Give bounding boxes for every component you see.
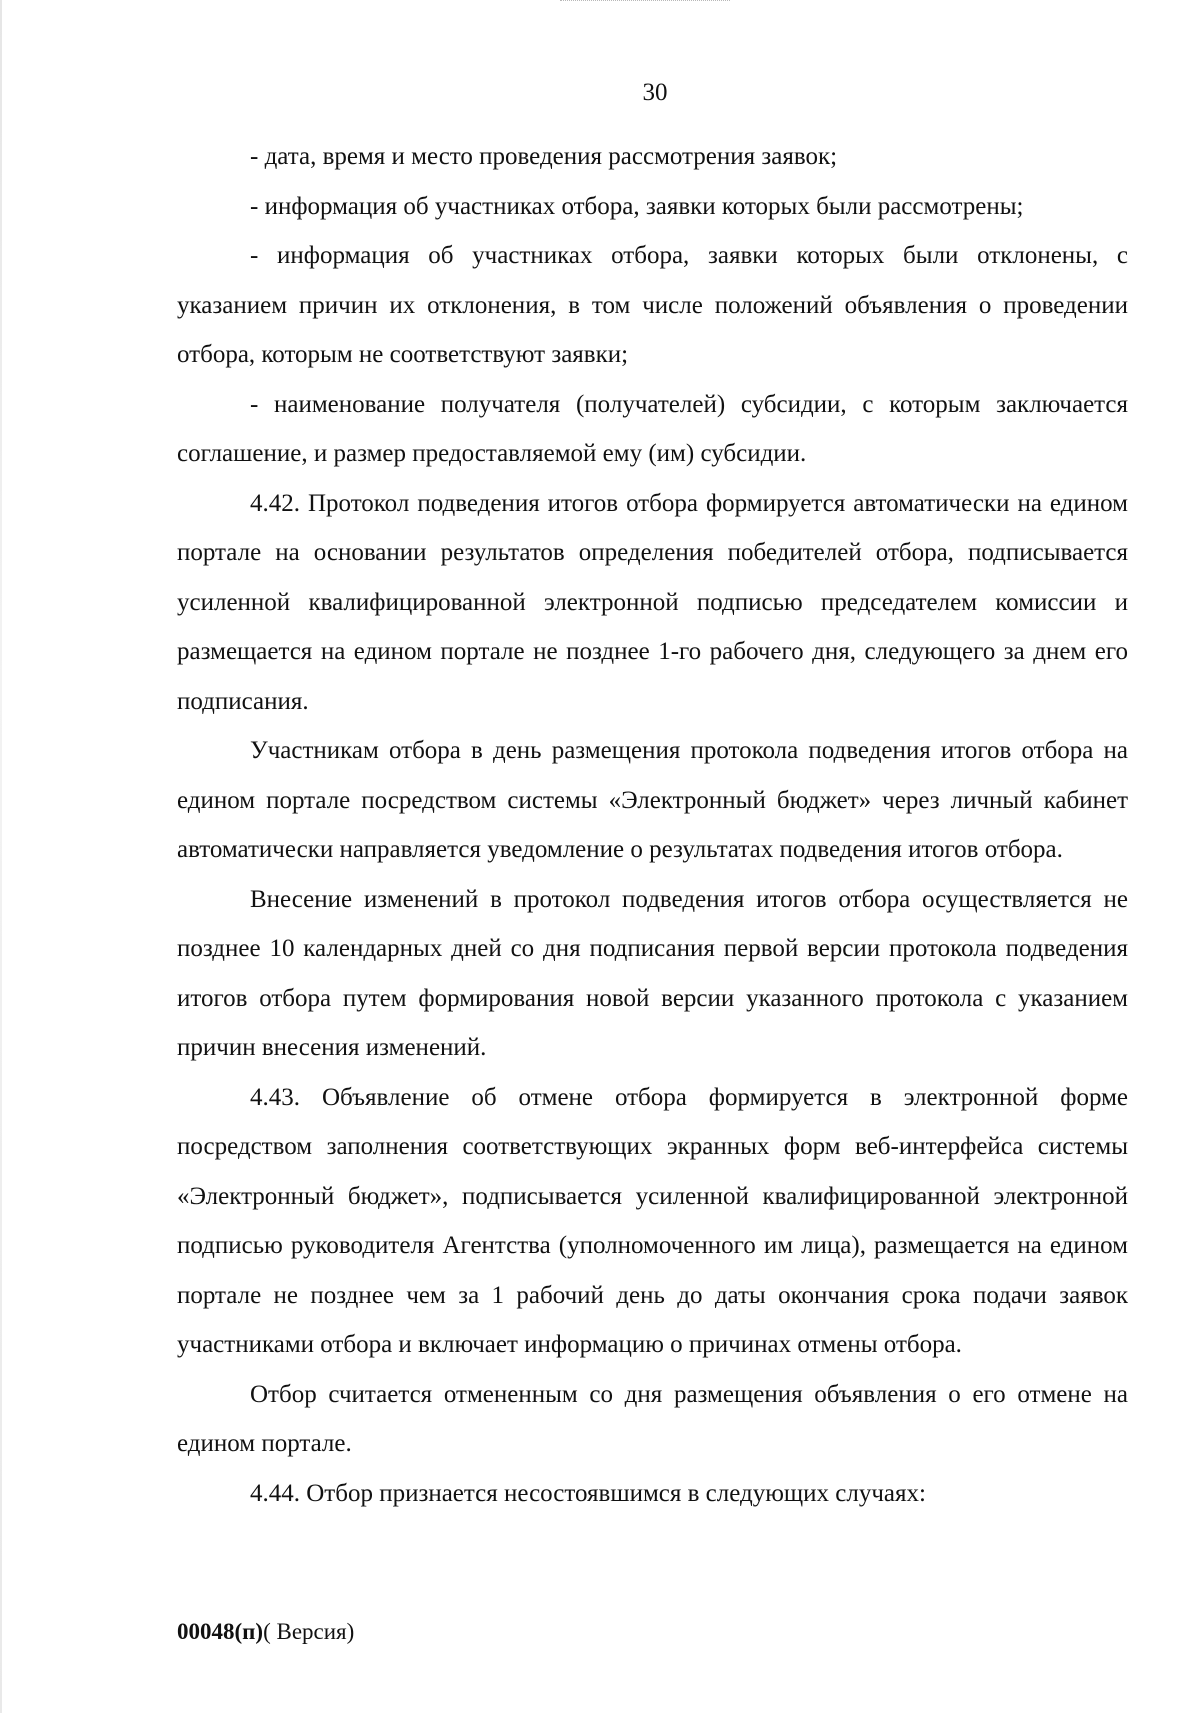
paragraph-4-42: 4.42. Протокол подведения итогов отбора формируется автоматически на едином портале на основании результатов определения победителей отбора, подписывается усиленной квалифицированной электронной подписью председателем комиссии и размещается на едином портале не позднее 1-го рабочего дня, следующего за днем его подписания. bbox=[177, 489, 1128, 715]
scan-edge bbox=[0, 0, 2, 1713]
paragraph-cancellation: Отбор считается отмененным со дня размещения объявления о его отмене на едином портале. bbox=[177, 1380, 1128, 1457]
paragraph-4-44: 4.44. Отбор признается несостоявшимся в следующих случаях: bbox=[250, 1479, 926, 1507]
scan-marks bbox=[560, 0, 730, 5]
page-number: 30 bbox=[642, 79, 668, 106]
document-version: ( Версия) bbox=[263, 1619, 355, 1644]
paragraph-rejected-participants: - информация об участниках отбора, заявки которых были отклонены, с указанием причин их отклонения, в том числе положений объявления о проведении отбора, которым не соответствуют заявки; bbox=[177, 242, 1128, 368]
document-footer bbox=[177, 1620, 354, 1643]
document-code: 00048(п) bbox=[177, 1619, 264, 1644]
document-body bbox=[177, 132, 1128, 1518]
paragraph-recipient-name: - наименование получателя (получателей) субсидии, с которым заключается соглашение, и размер предоставляемой ему (им) субсидии. bbox=[177, 390, 1128, 467]
paragraph-review-date: - дата, время и место проведения рассмотрения заявок; bbox=[250, 143, 838, 170]
paragraph-notification: Участникам отбора в день размещения протокола подведения итогов отбора на едином портале посредством системы «Электронный бюджет» через личный кабинет автоматически направляется уведомление о результатах подведения итогов отбора. bbox=[177, 737, 1128, 863]
paragraph-protocol-changes: Внесение изменений в протокол подведения итогов отбора осуществляется не позднее 10 календарных дней со дня подписания первой версии протокола подведения итогов отбора путем формирования новой версии указанного протокола с указанием причин внесения изменений. bbox=[177, 885, 1128, 1061]
paragraph-4-43: 4.43. Объявление об отмене отбора формируется в электронной форме посредством заполнения соответствующих экранных форм веб-интерфейса системы «Электронный бюджет», подписывается усиленной квалифицированной электронной подписью руководителя Агентства (уполномоченного им лица), размещается на едином портале не позднее чем за 1 рабочий день до даты окончания срока подачи заявок участниками отбора и включает информацию о причинах отмены отбора. bbox=[177, 1083, 1128, 1358]
paragraph-reviewed-participants: - информация об участниках отбора, заявки которых были рассмотрены; bbox=[250, 192, 1024, 220]
